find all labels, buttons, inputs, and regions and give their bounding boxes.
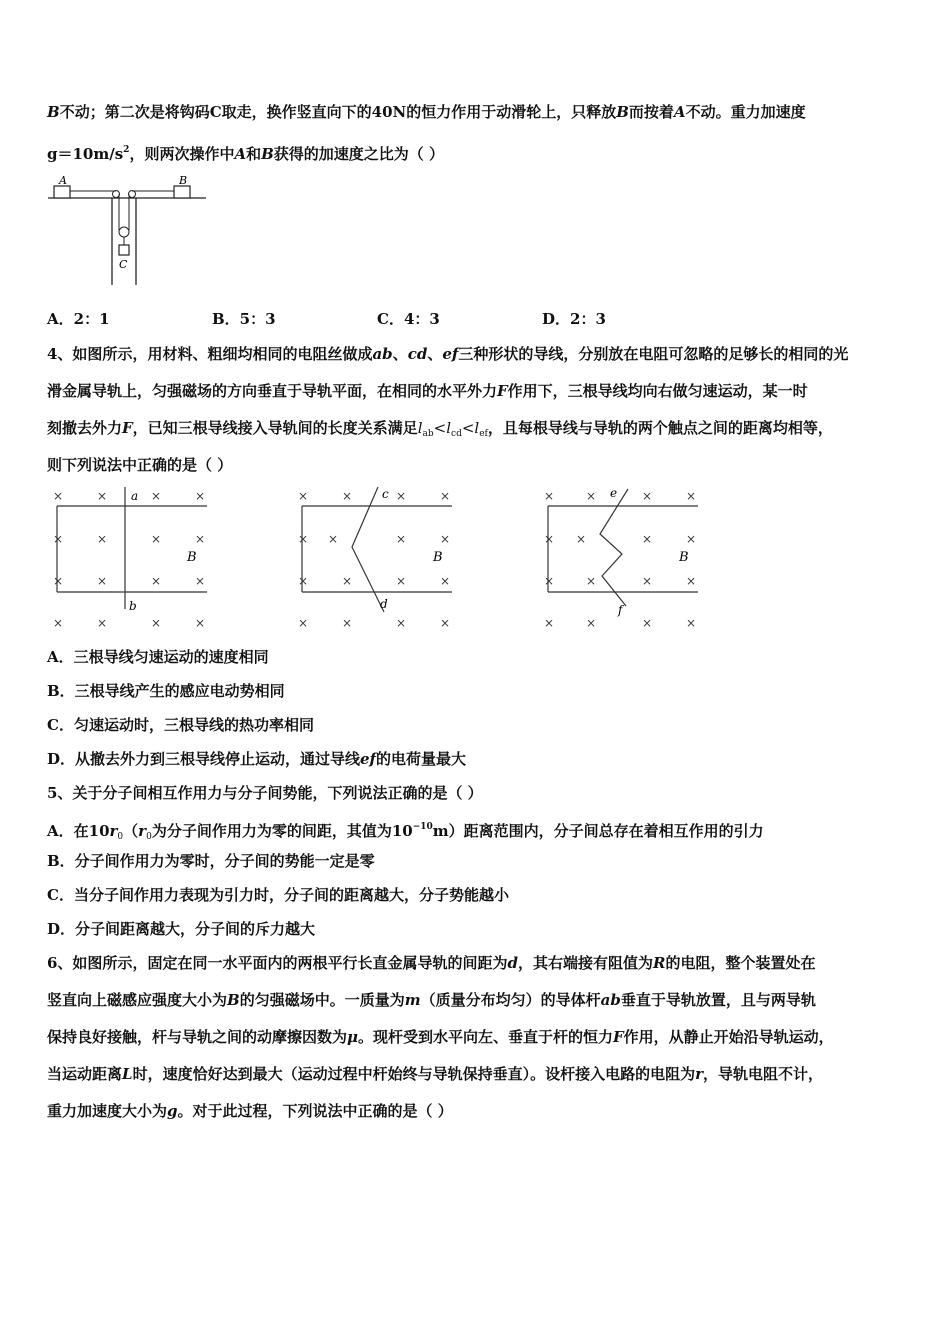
q4-l1: l <box>417 419 423 437</box>
q3-text2: 而按着 <box>628 103 674 121</box>
svg-text:×: × <box>686 616 697 630</box>
q4-s1: ab <box>422 429 434 439</box>
q4-l3: l <box>474 419 480 437</box>
svg-text:×: × <box>97 532 108 546</box>
svg-text:×: × <box>195 616 206 630</box>
q4-stem-line2 <box>47 381 808 401</box>
movable-pulley <box>119 227 129 237</box>
svg-text:×: × <box>97 616 108 630</box>
svg-text:×: × <box>342 489 353 503</box>
q6-m: m <box>404 991 421 1009</box>
q4-option-d[interactable] <box>47 749 466 769</box>
q5-a-t4: m）距离范围内，分子间总存在着相互作用的引力 <box>432 822 764 840</box>
svg-text:×: × <box>642 616 653 630</box>
q6-t2: ，其右端接有阻值为 <box>517 954 653 972</box>
svg-text:×: × <box>586 574 597 588</box>
q4-s2: cd <box>451 429 462 439</box>
svg-text:×: × <box>396 532 407 546</box>
pulley-right <box>129 191 136 198</box>
q6-r: r <box>695 1065 703 1083</box>
svg-text:×: × <box>686 489 697 503</box>
q4-F: F <box>497 382 508 400</box>
q5-option-c[interactable]: C．当分子间作用力表现为引力时，分子间的距离越大，分子势能越小 <box>47 886 509 904</box>
q4-stem-line1 <box>47 344 848 364</box>
svg-text:×: × <box>151 489 162 503</box>
q6-t8: 保持良好接触，杆与导轨之间的动摩擦因数为 <box>47 1028 348 1046</box>
q4-t3: 滑金属导轨上，匀强磁场的方向垂直于导轨平面，在相同的水平外力 <box>47 382 498 400</box>
q6-t6: （质量分布均匀）的导体杆 <box>420 991 601 1009</box>
q6-stem-line3 <box>47 1027 834 1047</box>
label-b: b <box>129 599 137 613</box>
q3-text3: 不动。重力加速度 <box>685 103 806 121</box>
q5-exp: −10 <box>412 822 433 832</box>
svg-text:×: × <box>151 574 162 588</box>
svg-text:×: × <box>544 616 555 630</box>
svg-text:×: × <box>151 616 162 630</box>
q4-figure-ab <box>45 484 215 632</box>
q3-g: g＝10m/s <box>47 145 124 163</box>
svg-text:×: × <box>396 616 407 630</box>
q6-t15: 。对于此过程，下列说法中正确的是（ ） <box>177 1102 453 1120</box>
q5-r2-sub: 0 <box>146 832 152 842</box>
q6-L: L <box>122 1065 133 1083</box>
svg-text:×: × <box>440 532 451 546</box>
q6-g: g <box>167 1102 178 1120</box>
q3-t6: 获得的加速度之比为（ ） <box>273 145 445 163</box>
q6-ab: ab <box>600 991 621 1009</box>
svg-text:×: × <box>686 574 697 588</box>
q5-r: r <box>109 822 118 840</box>
q6-t11: 当运动距离 <box>47 1065 123 1083</box>
q5-a-t3: 为分子间作用力为零的间距，其值为10 <box>151 822 413 840</box>
q6-t1: 6、如图所示，固定在同一水平面内的两根平行长直金属导轨的间距为 <box>47 954 508 972</box>
q4-cd: cd <box>407 345 428 363</box>
q6-F: F <box>613 1028 624 1046</box>
q4-sep1: 、 <box>392 345 408 363</box>
q6-t7: 垂直于导轨放置，且与两导轨 <box>620 991 816 1009</box>
q4-t6: ，已知三根导线接入导轨间的长度关系满足 <box>132 419 418 437</box>
q6-t12: 时，速度恰好达到最大（运动过程中杆始终与导轨保持垂直）。设杆接入电路的电阻为 <box>132 1065 696 1083</box>
svg-text:×: × <box>544 489 555 503</box>
q6-stem-line4 <box>47 1064 823 1084</box>
svg-text:×: × <box>97 489 108 503</box>
svg-text:×: × <box>195 489 206 503</box>
q6-stem-line2 <box>47 990 816 1010</box>
q4-figure-cd <box>290 484 460 632</box>
q3-option-d[interactable]: D．2：3 <box>542 310 606 328</box>
label-a: A <box>59 174 67 187</box>
svg-text:×: × <box>586 489 597 503</box>
q4-ab: ab <box>372 345 393 363</box>
svg-text:×: × <box>440 574 451 588</box>
q4-stem-line3 <box>47 418 833 444</box>
q4-s3: ef <box>479 429 488 439</box>
svg-text:×: × <box>53 532 64 546</box>
svg-text:×: × <box>686 532 697 546</box>
q3-option-c[interactable]: C．4：3 <box>377 310 440 328</box>
svg-text:×: × <box>642 532 653 546</box>
label-c: C <box>119 258 128 271</box>
svg-text:×: × <box>298 489 309 503</box>
q5-option-d[interactable]: D．分子间距离越大，分子间的斥力越大 <box>47 920 316 938</box>
q6-t5: 的匀强磁场中。一质量为 <box>239 991 405 1009</box>
q4-ef: ef <box>442 345 459 363</box>
svg-text:×: × <box>544 574 555 588</box>
svg-text:×: × <box>298 574 309 588</box>
q6-t9: 。现杆受到水平向左、垂直于杆的恒力 <box>358 1028 614 1046</box>
svg-text:×: × <box>586 616 597 630</box>
field-label: B <box>187 550 197 565</box>
field-label: B <box>433 550 443 565</box>
q5-option-b[interactable]: B．分子间作用力为零时，分子间的势能一定是零 <box>47 852 375 870</box>
svg-text:×: × <box>151 532 162 546</box>
weight-c <box>119 245 129 255</box>
svg-text:×: × <box>298 532 309 546</box>
svg-text:×: × <box>342 574 353 588</box>
svg-text:×: × <box>544 532 555 546</box>
svg-text:×: × <box>195 574 206 588</box>
q5-r2: r <box>138 822 147 840</box>
q4-option-a[interactable]: A．三根导线匀速运动的速度相同 <box>47 648 269 666</box>
label-b: B <box>179 174 188 187</box>
q4-optd-t2: 的电荷量最大 <box>376 750 467 768</box>
label-c: c <box>382 487 389 501</box>
q3-var-b3: B <box>261 145 274 163</box>
q4-option-c[interactable]: C．匀速运动时，三根导线的热功率相同 <box>47 716 314 734</box>
svg-text:×: × <box>53 616 64 630</box>
q3-option-a[interactable]: A．2：1 <box>47 310 110 328</box>
q6-t13: ，导轨电阻不计， <box>702 1065 823 1083</box>
q6-t4: 竖直向上磁感应强度大小为 <box>47 991 228 1009</box>
q3-var-b: B <box>47 103 60 121</box>
q5-a-t1: A．在10 <box>47 822 110 840</box>
svg-text:×: × <box>396 574 407 588</box>
label-f: f <box>618 603 623 617</box>
q6-stem-line1 <box>47 953 815 973</box>
q5-r-sub: 0 <box>117 832 124 842</box>
q3-option-b[interactable]: B．5：3 <box>212 310 276 328</box>
q3-t4: ，则两次操作中 <box>129 145 235 163</box>
field-label: B <box>679 550 689 565</box>
svg-text:×: × <box>440 489 451 503</box>
q6-stem-line5 <box>47 1101 453 1121</box>
q3-var-a2: A <box>234 145 247 163</box>
label-e: e <box>610 486 618 500</box>
q6-t10: 作用，从静止开始沿导轨运动， <box>623 1028 834 1046</box>
svg-text:×: × <box>97 574 108 588</box>
svg-text:×: × <box>53 574 64 588</box>
svg-text:×: × <box>298 616 309 630</box>
q5-a-t2: （ <box>123 822 139 840</box>
pulley-left <box>113 191 120 198</box>
q6-mu: μ <box>347 1028 358 1046</box>
q3-stem-line1 <box>47 102 806 122</box>
q6-t14: 重力加速度大小为 <box>47 1102 168 1120</box>
svg-text:×: × <box>642 574 653 588</box>
svg-text:×: × <box>328 532 339 546</box>
label-a: a <box>131 489 139 503</box>
q5-stem: 5、关于分子间相互作用力与分子间势能，下列说法正确的是（ ） <box>47 784 483 802</box>
q3-var-a: A <box>673 103 686 121</box>
q4-lt2: < <box>461 419 475 437</box>
svg-text:×: × <box>396 489 407 503</box>
block-b <box>174 186 190 198</box>
q4-F2: F <box>122 419 133 437</box>
q4-l2: l <box>446 419 452 437</box>
q4-t5: 刻撤去外力 <box>47 419 123 437</box>
q4-sep2: 、 <box>427 345 443 363</box>
q6-t3: 的电阻，整个装置处在 <box>665 954 816 972</box>
q4-optd-ef: ef <box>360 750 377 768</box>
block-a <box>54 186 70 198</box>
q3-pulley-figure <box>44 172 214 290</box>
q6-d: d <box>507 954 518 972</box>
svg-text:×: × <box>642 489 653 503</box>
q6-R: R <box>652 954 666 972</box>
svg-text:×: × <box>195 532 206 546</box>
q3-t5: 和 <box>246 145 262 163</box>
q3-stem-line2 <box>47 140 444 164</box>
label-d: d <box>380 597 388 611</box>
q4-figure-ef <box>536 484 706 632</box>
q4-option-b[interactable]: B．三根导线产生的感应电动势相同 <box>47 682 285 700</box>
q3-var-b2: B <box>616 103 629 121</box>
q4-t1: 4、如图所示，用材料、粗细均相同的电阻丝做成 <box>47 345 373 363</box>
svg-text:×: × <box>440 616 451 630</box>
q6-B: B <box>227 991 240 1009</box>
q4-lt1: < <box>433 419 447 437</box>
q4-t4: 作用下，三根导线均向右做匀速运动，某一时 <box>507 382 808 400</box>
q4-t2: 三种形状的导线，分别放在电阻可忽略的足够长的相同的光 <box>458 345 849 363</box>
q4-optd-t1: D．从撤去外力到三根导线停止运动，通过导线 <box>47 750 361 768</box>
q3-g-sup: 2 <box>123 145 130 155</box>
svg-text:×: × <box>342 616 353 630</box>
svg-text:×: × <box>576 532 587 546</box>
q4-stem-line4: 则下列说法中正确的是（ ） <box>47 456 233 474</box>
svg-text:×: × <box>53 489 64 503</box>
q5-option-a[interactable] <box>47 817 764 847</box>
q4-t7: ，且每根导线与导轨的两个触点之间的距离均相等， <box>487 419 833 437</box>
q3-text: 不动；第二次是将钩码C取走，换作竖直向下的40N的恒力作用于动滑轮上，只释放 <box>59 103 617 121</box>
